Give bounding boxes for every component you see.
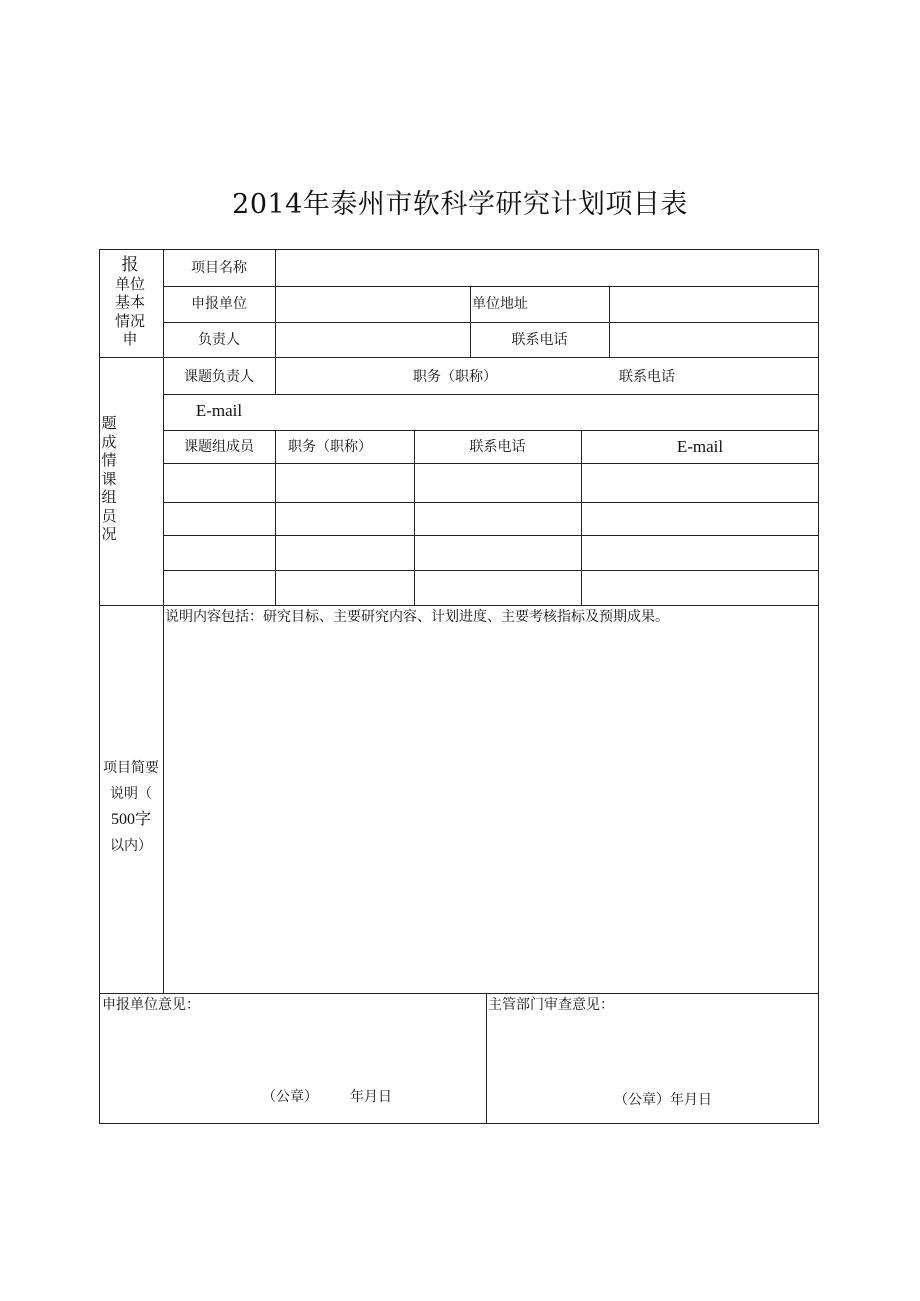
members-header-member: 课题组成员 bbox=[184, 439, 254, 455]
member-phone-cell[interactable] bbox=[418, 579, 577, 597]
column-divider bbox=[609, 286, 610, 358]
member-name-cell[interactable] bbox=[167, 510, 271, 528]
dept-opinion-field[interactable] bbox=[489, 1017, 814, 1087]
leader-field[interactable] bbox=[279, 332, 467, 350]
members-header-email: E-mail bbox=[676, 437, 724, 456]
unit-field[interactable] bbox=[279, 296, 467, 314]
member-name-cell[interactable] bbox=[167, 579, 271, 597]
address-label: 单位地址 bbox=[472, 296, 528, 312]
member-phone-cell[interactable] bbox=[418, 544, 577, 562]
member-phone-cell[interactable] bbox=[418, 510, 577, 528]
row-divider bbox=[163, 535, 819, 536]
project-name-field[interactable] bbox=[279, 260, 814, 278]
topic-phone-label: 联系电话 bbox=[619, 369, 675, 385]
unit-date: 年月日 bbox=[350, 1089, 392, 1105]
section1-side-label: 报 单位 基本 情况 申 bbox=[114, 255, 145, 348]
unit-opinion-label: 申报单位意见： bbox=[102, 997, 200, 1013]
position-label: 职务（职称） bbox=[413, 369, 497, 385]
section2-side-label: 题 成 情 课 组 员 况 bbox=[101, 414, 117, 543]
leader-label: 负责人 bbox=[198, 332, 240, 348]
section-divider bbox=[99, 993, 819, 994]
table-border bbox=[99, 249, 819, 250]
member-position-cell[interactable] bbox=[279, 510, 410, 528]
row-divider bbox=[163, 322, 819, 323]
address-field[interactable] bbox=[613, 296, 813, 314]
row-divider bbox=[163, 570, 819, 571]
email-label: E-mail bbox=[195, 401, 243, 420]
summary-instruction: 说明内容包括：研究目标、主要研究内容、计划进度、主要考核指标及预期成果。 bbox=[165, 609, 669, 625]
member-position-cell[interactable] bbox=[279, 579, 410, 597]
dept-opinion-label: 主管部门审查意见： bbox=[488, 997, 614, 1013]
unit-opinion-field[interactable] bbox=[102, 1017, 482, 1087]
topic-leader-label: 课题负责人 bbox=[184, 369, 254, 385]
row-divider bbox=[163, 502, 819, 503]
phone-label: 联系电话 bbox=[511, 332, 568, 348]
application-form-table bbox=[99, 249, 819, 1124]
members-header-phone: 联系电话 bbox=[469, 439, 526, 455]
row-divider bbox=[163, 286, 819, 287]
members-header-position: 职务（职称） bbox=[288, 439, 372, 455]
column-divider bbox=[275, 249, 276, 394]
row-divider bbox=[163, 463, 819, 464]
section-divider bbox=[99, 357, 819, 358]
project-name-label: 项目名称 bbox=[191, 260, 247, 276]
member-email-cell[interactable] bbox=[585, 474, 814, 492]
column-divider bbox=[163, 249, 164, 994]
column-divider bbox=[414, 430, 415, 606]
phone-field[interactable] bbox=[613, 332, 813, 350]
column-divider bbox=[486, 993, 487, 1124]
member-name-cell[interactable] bbox=[167, 544, 271, 562]
member-position-cell[interactable] bbox=[279, 474, 410, 492]
row-divider bbox=[163, 394, 819, 395]
summary-textarea[interactable] bbox=[165, 629, 815, 989]
page-title: 2014年泰州市软科学研究计划项目表 bbox=[232, 189, 688, 220]
member-phone-cell[interactable] bbox=[418, 474, 577, 492]
dept-stamp-date: （公章）年月日 bbox=[614, 1092, 712, 1108]
table-border bbox=[99, 1123, 819, 1124]
member-email-cell[interactable] bbox=[585, 579, 814, 597]
section-divider bbox=[99, 605, 819, 606]
unit-label: 申报单位 bbox=[191, 296, 247, 312]
member-position-cell[interactable] bbox=[279, 544, 410, 562]
row-divider bbox=[163, 430, 819, 431]
column-divider bbox=[275, 430, 276, 606]
member-email-cell[interactable] bbox=[585, 510, 814, 528]
member-name-cell[interactable] bbox=[167, 474, 271, 492]
column-divider bbox=[581, 430, 582, 606]
member-email-cell[interactable] bbox=[585, 544, 814, 562]
section3-side-label: 项目简要 说明（ 500字 以内） bbox=[103, 760, 159, 854]
unit-stamp: （公章） bbox=[262, 1089, 318, 1105]
email-field[interactable] bbox=[279, 403, 814, 421]
